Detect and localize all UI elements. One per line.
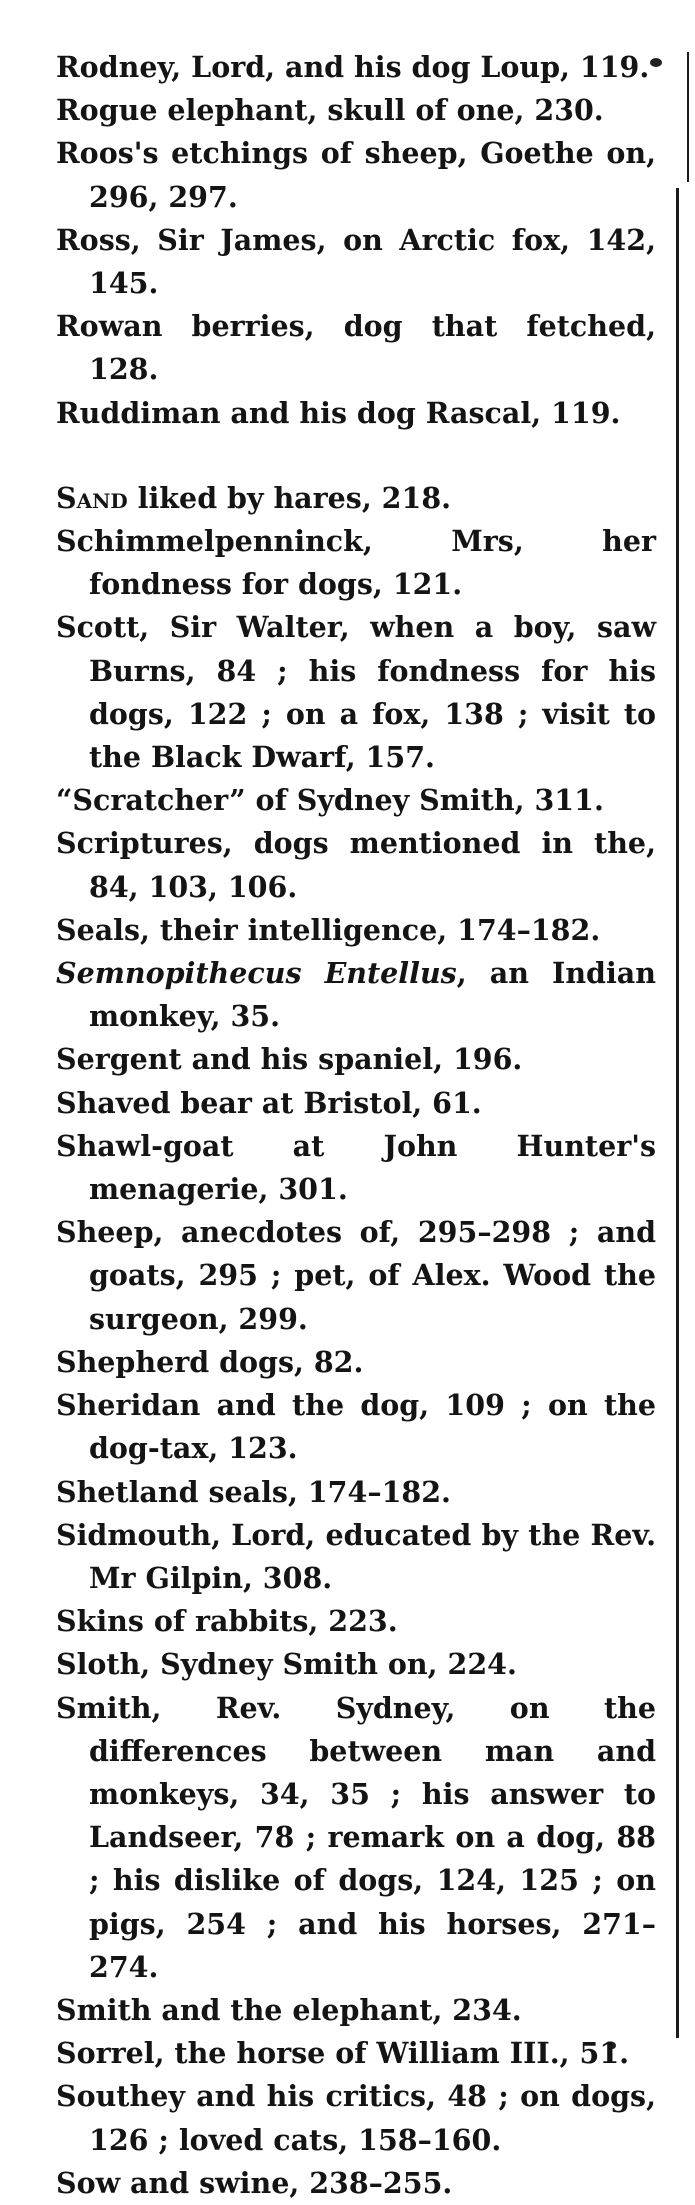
index-entry: Skins of rabbits, 223.: [56, 1604, 398, 1639]
index-entry: Sergent and his spaniel, 196.: [56, 1042, 523, 1077]
margin-rule-top: [687, 52, 689, 182]
index-entries: [56, 46, 656, 2205]
index-entry: Rowan berries, dog that fetched, 128.: [56, 309, 656, 387]
section-lead-word: Sand: [56, 480, 128, 515]
index-entry: Ruddiman and his dog Rascal, 119.: [56, 395, 621, 430]
index-entry: Shetland seals, 174–182.: [56, 1474, 451, 1509]
index-entry: Shepherd dogs, 82.: [56, 1344, 364, 1379]
index-entry: Ross, Sir James, on Arctic fox, 142, 145.: [56, 222, 656, 301]
section-gap: [56, 435, 656, 477]
index-entry: Scott, Sir Walter, when a boy, saw Burns, 84 ; his fondness for his dogs, 122 ; on a fox, 138 ; visit to the Black Dwarf, 157.: [56, 610, 656, 775]
index-entry: Sand liked by hares, 218.: [56, 480, 452, 515]
index-entry: Sow and swine, 238–255.: [56, 2165, 453, 2200]
index-entry: Smith and the elephant, 234.: [56, 1992, 522, 2027]
index-entry: “Scratcher” of Sydney Smith, 311.: [56, 783, 604, 818]
index-entry: Sorrel, the horse of William III., 51.: [56, 2036, 630, 2071]
index-entry: Smith, Rev. Sydney, on the differences between man and monkeys, 34, 35 ; his answer to Landseer, 78 ; remark on a dog, 88 ; his dislike of dogs, 124, 125 ; on pigs, 254 ; and his horses, 271–274.: [56, 1690, 656, 1984]
index-entry: Sidmouth, Lord, educated by the Rev. Mr Gilpin, 308.: [56, 1517, 656, 1595]
index-entry: Scriptures, dogs mentioned in the, 84, 103, 106.: [56, 826, 656, 904]
index-entry: Rogue elephant, skull of one, 230.: [56, 93, 604, 128]
index-entry: Sheep, anecdotes of, 295–298 ; and goats, 295 ; pet, of Alex. Wood the surgeon, 299.: [56, 1215, 656, 1336]
index-entry: Sheridan and the dog, 109 ; on the dog-tax, 123.: [56, 1388, 656, 1466]
italic-term: Semnopithecus Entellus: [56, 956, 457, 991]
index-entry: Sloth, Sydney Smith on, 224.: [56, 1647, 517, 1682]
index-entry: Southey and his critics, 48 ; on dogs, 126 ; loved cats, 158–160.: [56, 2079, 656, 2157]
index-entry: Shawl-goat at John Hunter's menagerie, 301.: [56, 1128, 656, 1207]
index-entry: Rodney, Lord, and his dog Loup, 119.: [56, 50, 650, 84]
index-entry: Roos's etchings of sheep, Goethe on, 296, 297.: [56, 136, 656, 214]
margin-rule: [676, 188, 679, 2038]
index-entry: Semnopithecus Entellus, an Indian monkey, 35.: [56, 956, 656, 1034]
index-entry: Shaved bear at Bristol, 61.: [56, 1085, 482, 1120]
index-entry: Schimmelpenninck, Mrs, her fondness for dogs, 121.: [56, 524, 656, 602]
index-entry: Seals, their intelligence, 174–182.: [56, 912, 601, 947]
